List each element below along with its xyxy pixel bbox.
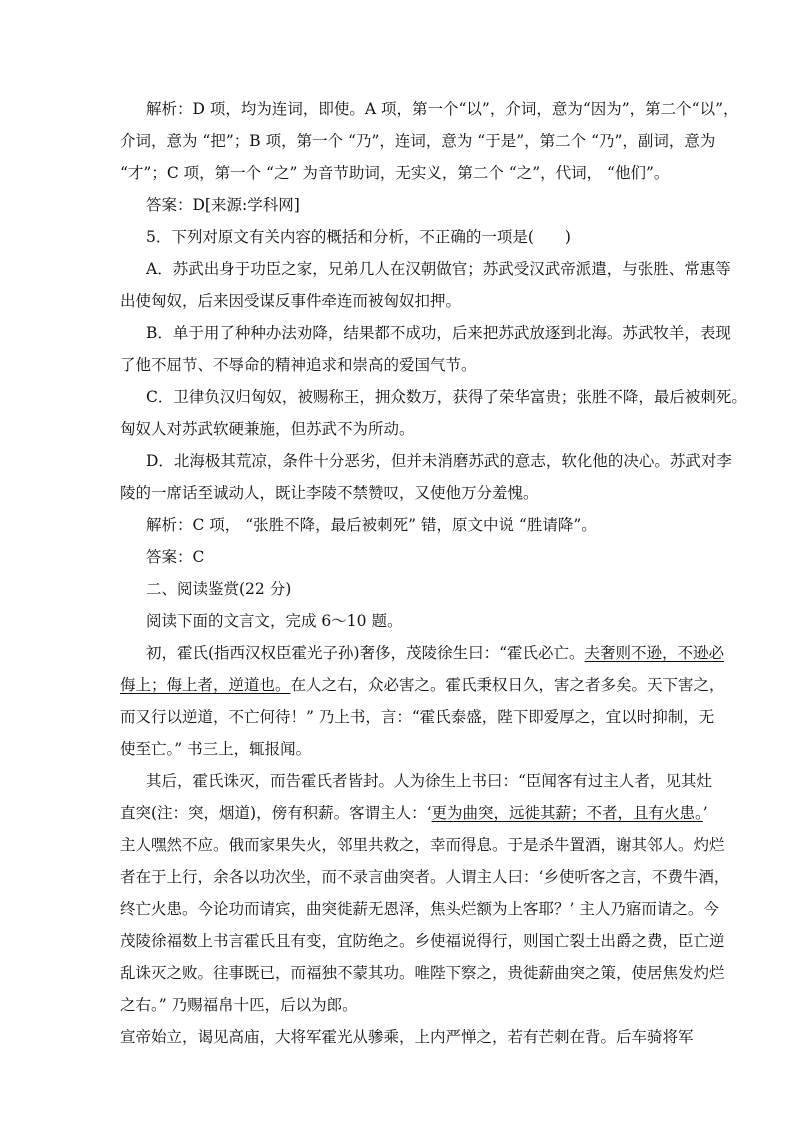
option-d-line-2: 陵的一席话至诚动人，既让李陵不禁赞叹，又使他万分羞愧。 [120,484,539,502]
option-d-line-1: D．北海极其荒凉，条件十分恶劣，但并未消磨苏武的意志，软化他的决心。苏武对李 [146,452,732,470]
answer-q4: 答案：D[来源:学科网] [146,196,300,214]
passage-p2-line-9: 宣帝始立，谒见高庙，大将军霍光从骖乘，上内严惮之，若有芒刺在背。后车骑将军 [120,1028,694,1046]
option-b-line-2: 了他不屈节、不辱命的精神追求和崇高的爱国气节。 [120,356,477,374]
option-b-line-1: B．单于用了种种办法劝降，结果都不成功，后来把苏武放逐到北海。苏武牧羊，表现 [146,324,731,342]
passage-p2-line-5: 终亡火患。今论功而请宾，曲突徙薪无恩泽，焦头烂额为上客耶？’ 主人乃寤而请之。今 [120,900,719,918]
analysis-q4-line-2: 介词，意为 “把”；B 项，第一个 “乃”，连词，意为 “于是”，第二个 “乃”，副词，意为 [120,132,716,150]
section-instruction: 阅读下面的文言文，完成 6～10 题。 [146,612,403,630]
passage-p2-line-3: 主人嘿然不应。俄而家果失火，邻里共救之，幸而得息。于是杀牛置酒，谢其邻人。灼烂 [120,836,725,854]
option-a-line-2: 出使匈奴，后来因受谋反事件牵连而被匈奴扣押。 [120,292,462,310]
passage-p1-line-3: 而又行以逆道，不亡何待！” 乃上书，言：“霍氏泰盛，陛下即爱厚之，宜以时抑制，无 [120,708,715,726]
passage-p1-line-4: 使至亡。” 书三上，辄报闻。 [120,740,312,758]
passage-p2-line-4: 者在于上行，余各以功次坐，而不录言曲突者。人谓主人曰：‘乡使听客之言，不费牛酒， [120,868,730,886]
answer-q5: 答案：C [146,548,205,566]
underlined-sentence-1-cont: 侮上；侮上者，逆道也。 [120,676,291,694]
analysis-q4-line-1: 解析：D 项，均为连词，即使。A 项，第一个“以”，介词，意为“因为”，第二个“以”， [146,100,739,118]
passage-p2-line-1: 其后，霍氏诛灭，而告霍氏者皆封。人为徐生上书曰：“臣闻客有过主人者，见其灶 [146,772,712,790]
underlined-sentence-2: 更为曲突，远徙其薪；不者，且有火患。 [431,804,703,822]
option-c-line-1: C．卫律负汉归匈奴，被赐称王，拥众数万，获得了荣华富贵；张胜不降，最后被刺死。 [146,388,747,406]
passage-p2-line-8: 之右。” 乃赐福帛十匹，后以为郎。 [120,996,358,1014]
passage-p2-line-6: 茂陵徐福数上书言霍氏且有变，宜防绝之。乡使福说得行，则国亡裂土出爵之费，臣亡逆 [120,932,725,950]
option-c-line-2: 匈奴人对苏武软硬兼施，但苏武不为所动。 [120,420,415,438]
passage-p2-line-7: 乱诛灭之败。往事既已，而福独不蒙其功。唯陛下察之，贵徙薪曲突之策，使居焦发灼烂 [120,964,725,982]
passage-p1-line-2: 侮上；侮上者，逆道也。在人之右，众必害之。霍氏秉权日久，害之者多矣。天下害之， [120,676,725,694]
passage-p2-line-2: 直突(注：突，烟道)，傍有积薪。客谓主人：‘更为曲突，远徙其薪；不者，且有火患。’ [120,804,708,822]
analysis-q4-line-3: “才”；C 项，第一个 “之” 为音节助词，无实义，第二个 “之”，代词， “他们”。 [120,164,670,182]
question-5-stem: 5．下列对原文有关内容的概括和分析，不正确的一项是( ) [146,228,571,246]
section-heading: 二、阅读鉴赏(22 分) [146,580,292,598]
underlined-sentence-1: 夫奢则不逊，不逊必 [584,644,725,662]
passage-p1-line-1: 初，霍氏(指西汉权臣霍光子孙)奢侈，茂陵徐生曰：“霍氏必亡。夫奢则不逊，不逊必 [146,644,725,662]
analysis-q5: 解析：C 项， “张胜不降，最后被刺死” 错，原文中说 “胜请降”。 [146,516,597,534]
option-a-line-1: A．苏武出身于功臣之家，兄弟几人在汉朝做官；苏武受汉武帝派遣，与张胜、常惠等 [146,260,731,278]
